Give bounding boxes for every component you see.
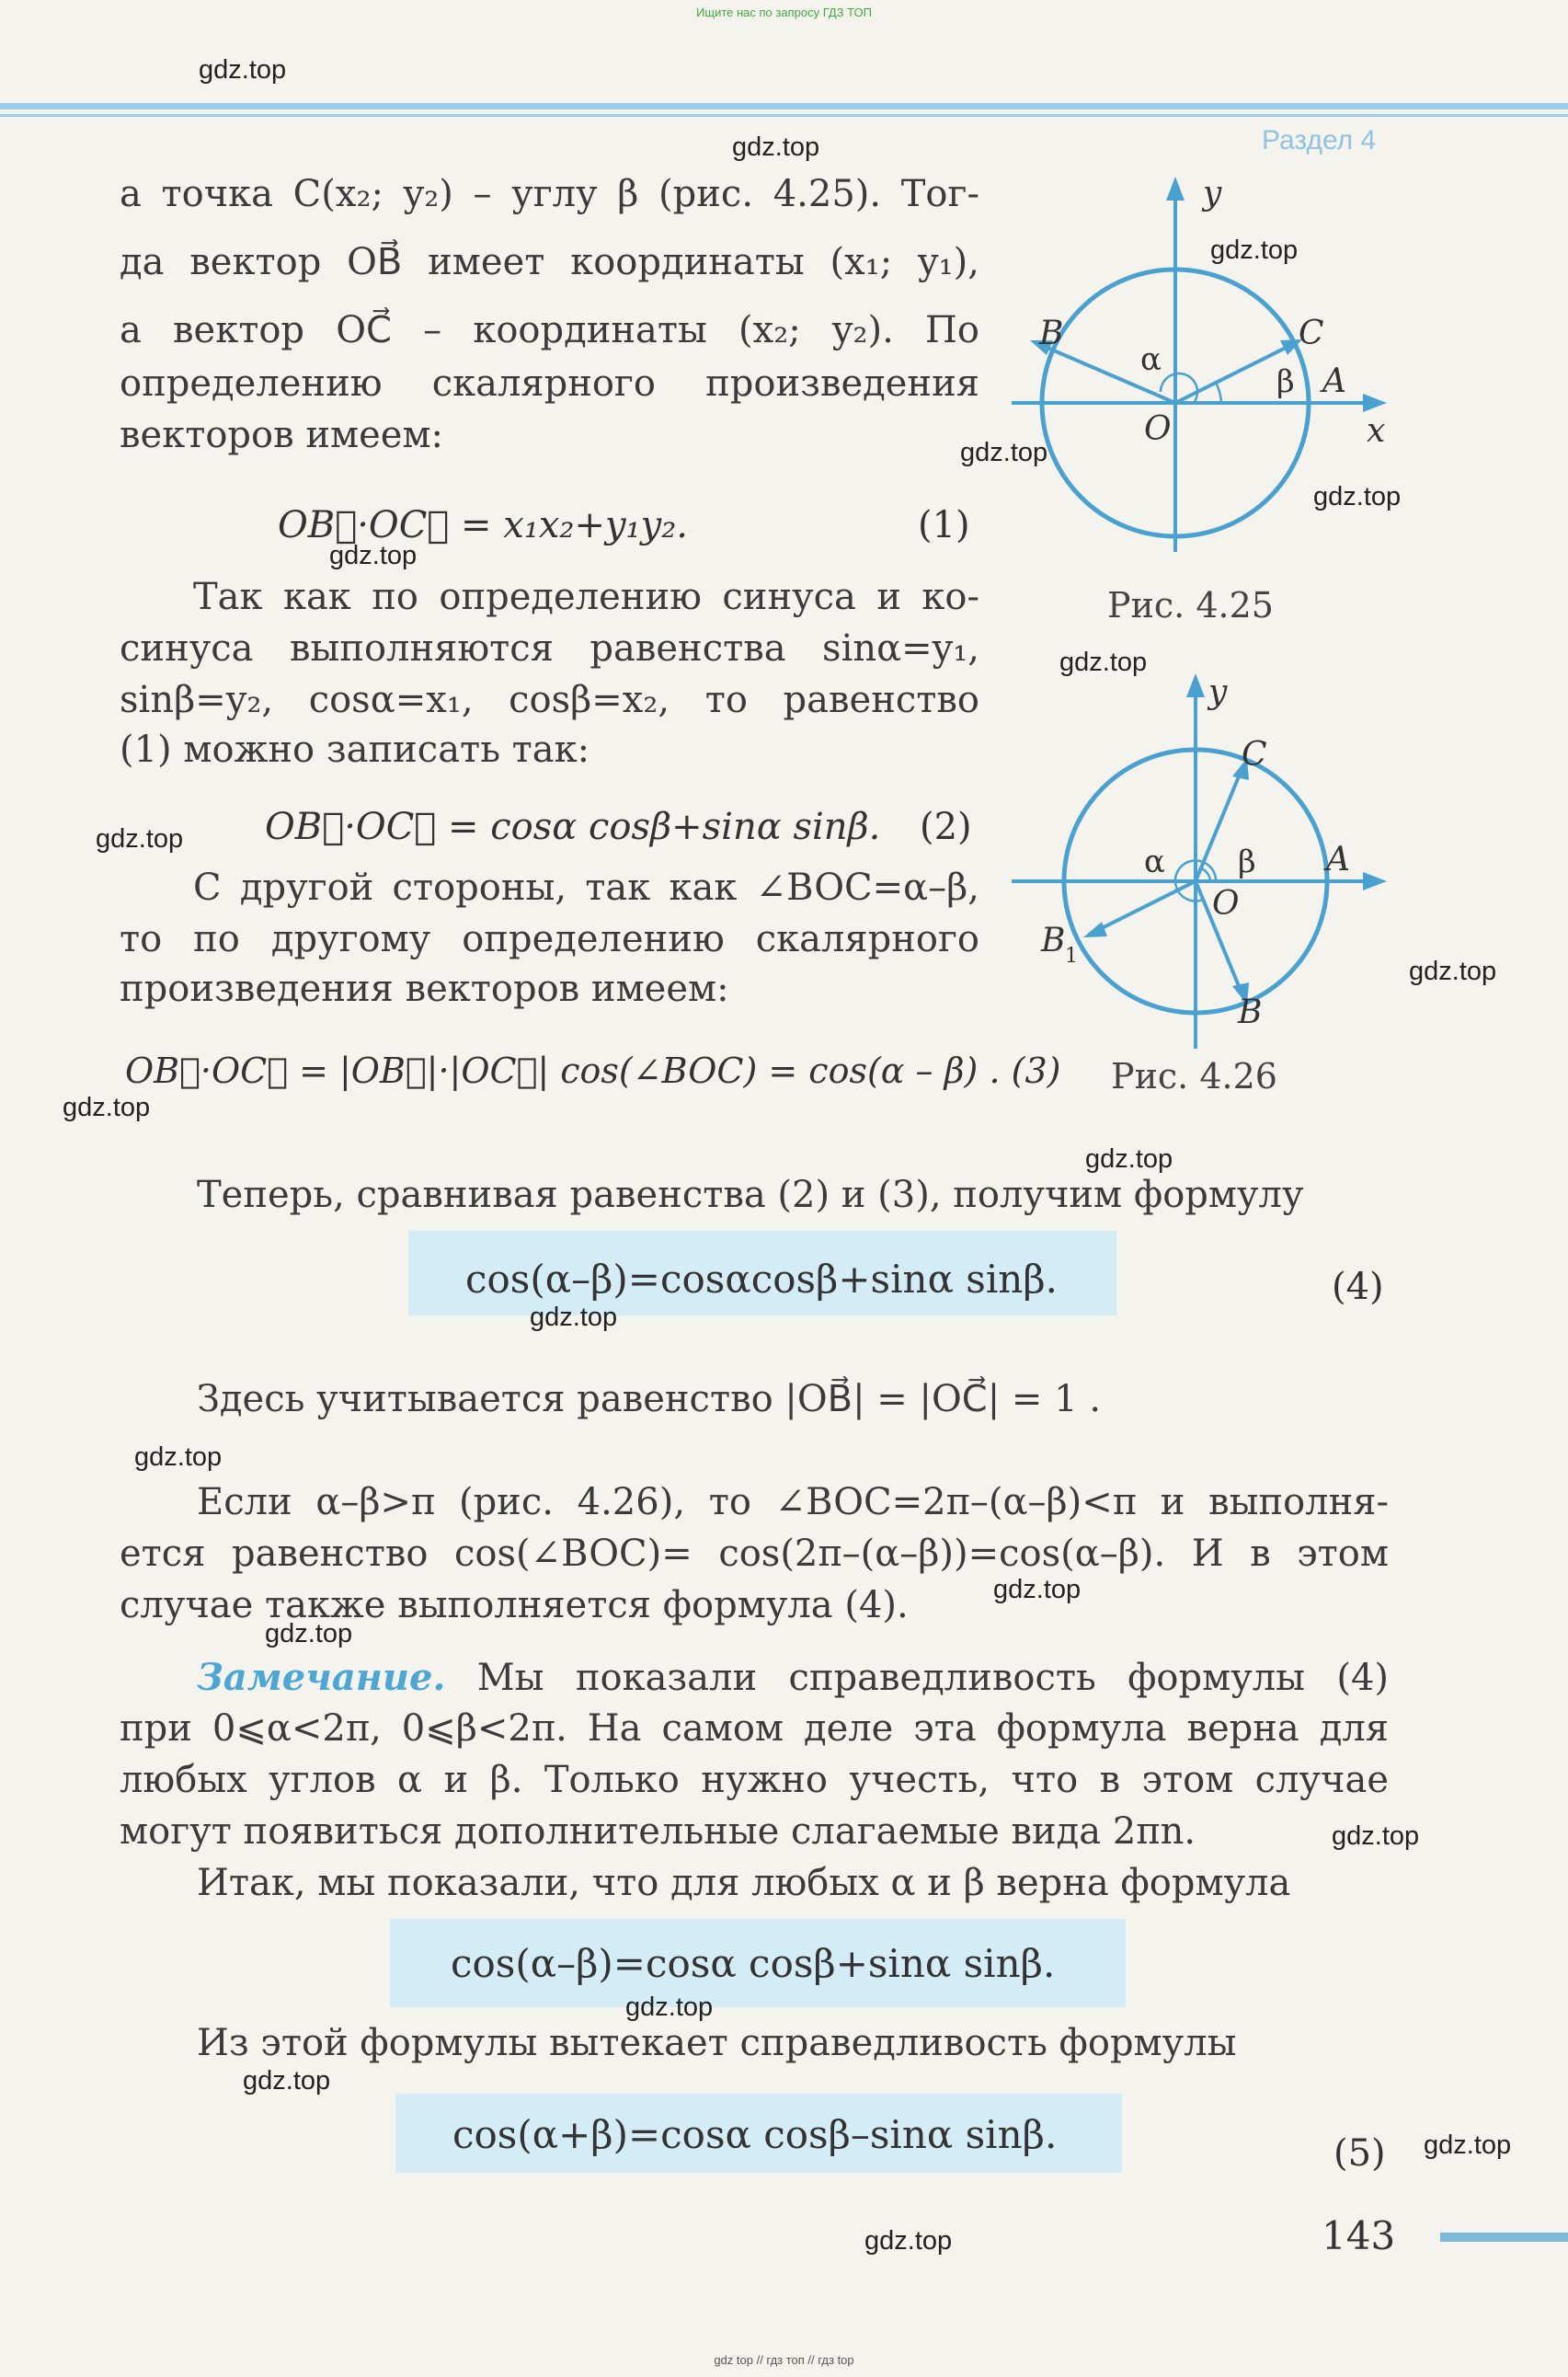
watermark: gdz.top [96,824,184,854]
text-line-6: Так как по определению синуса и ко- [193,576,979,618]
fig1-label-beta: β [1276,363,1295,400]
watermark: gdz.top [625,1992,714,2022]
text-line-22: Итак, мы показали, что для любых α и β верна формула [197,1862,1291,1904]
text-line-16: ется равенство cos(∠BOC)= cos(2π–(α–β))=cos(α–β). И в этом [120,1533,1389,1575]
page-number-bar [1440,2233,1568,2242]
watermark: gdz.top [864,2226,953,2256]
text-line-23: Из этой формулы вытекает справедливость формулы [197,2022,1237,2064]
text-line-3: а вектор OC⃗ – координаты (x₂; y₂). По [120,309,979,351]
text-line-13: Теперь, сравнивая равенства (2) и (3), получим формулу [197,1174,1304,1216]
equation-3: OB⃗·OC⃗ = |OB⃗|·|OC⃗| cos(∠BOC) = cos(α – β) . (3) [125,1051,1061,1091]
text-line-5: векторов имеем: [120,414,444,456]
text-line-4: определению скалярного произведения [120,362,979,405]
formula-5: cos(α+β)=cosα cosβ–sinα sinβ. [452,2112,1058,2157]
watermark: gdz.top [134,1442,223,1472]
y-axis-2-arrow [1186,673,1205,697]
watermark: gdz.top [993,1575,1082,1604]
text-line-10: С другой стороны, так как ∠BOC=α–β, [193,867,979,909]
fig1-label-O: O [1144,410,1172,448]
remark-label: Замечание. [197,1656,446,1699]
figure-4-26 [1002,662,1407,1049]
fig2-label-A: A [1326,841,1350,878]
text-line-11: то по другому определению скалярного [120,918,979,960]
bottom-note: gdz top // гдз топ // гдз top [714,2353,854,2367]
watermark: gdz.top [1210,235,1299,265]
text-line-12: произведения векторов имеем: [120,968,729,1010]
formula-4-number: (4) [1332,1266,1384,1308]
watermark: gdz.top [1313,482,1402,511]
watermark: gdz.top [732,132,820,162]
equation-2: OB⃗·OC⃗ = cosα cosβ+sinα sinβ. [265,806,881,848]
fig1-label-A: A [1322,362,1346,400]
watermark: gdz.top [199,55,287,85]
watermark: gdz.top [63,1093,151,1122]
text-line-17: случае также выполняется формула (4). [120,1584,909,1626]
section-label: Раздел 4 [1262,125,1377,155]
text-line-8: sinβ=y₂, cosα=x₁, cosβ=x₂, то равенство [120,679,979,721]
fig1-label-alpha: α [1140,341,1162,378]
fig2-label-beta: β [1238,844,1256,880]
text-line-19: при 0⩽α<2π, 0⩽β<2π. На самом деле эта формула верна для [120,1707,1389,1750]
vector-OB1 [1089,881,1196,935]
watermark: gdz.top [265,1619,353,1648]
watermark: gdz.top [243,2066,331,2096]
text-line-18-rest: Мы показали справедливость формулы (4) [445,1657,1389,1699]
formula-4: cos(α–β)=cosαcosβ+sinα sinβ. [465,1257,1058,1302]
fig2-label-O: O [1212,885,1240,923]
vector-OB1-arrow [1083,922,1107,937]
figure-4-26-caption: Рис. 4.26 [1111,1056,1277,1097]
text-line-15: Если α–β>π (рис. 4.26), то ∠BOC=2π–(α–β)<π и выполня- [197,1481,1389,1523]
fig2-label-B1-subscript: 1 [1065,945,1078,968]
fig1-label-B: B [1039,315,1064,352]
x-axis-arrow [1363,394,1387,412]
text-line-21: могут появиться дополнительные слагаемые вида 2πn. [120,1810,1196,1853]
fig1-label-y: y [1203,175,1222,212]
fig2-label-B1: B [1041,922,1066,959]
beta-arc-2 [1201,868,1210,881]
fig1-label-x: x [1367,412,1386,450]
header-rule [0,103,1568,109]
beta-arc [1216,383,1221,403]
y-axis-arrow [1166,177,1185,201]
top-note: Ищите нас по запросу ГДЗ ТОП [696,6,872,19]
watermark: gdz.top [530,1303,618,1332]
text-line-14: Здесь учитывается равенство |OB⃗| = |OC⃗| = 1 . [197,1378,1102,1420]
fig2-label-C: C [1242,736,1267,774]
watermark: gdz.top [1332,1821,1420,1851]
text-line-7: синуса выполняются равенства sinα=y₁, [120,627,979,670]
text-line-2: да вектор OB⃗ имеет координаты (x₁; y₁), [120,241,979,283]
figure-4-25-caption: Рис. 4.25 [1107,585,1274,626]
page-number: 143 [1322,2213,1396,2258]
equation-1-number: (1) [918,504,970,546]
fig2-label-alpha: α [1144,844,1165,880]
fig2-label-B: B [1238,993,1263,1031]
text-line-9: (1) можно записать так: [120,729,590,771]
watermark: gdz.top [1085,1144,1173,1174]
watermark: gdz.top [1409,957,1497,986]
text-line-18 [197,1656,1389,1699]
watermark: gdz.top [1424,2130,1512,2160]
equation-2-number: (2) [920,806,972,848]
watermark: gdz.top [960,438,1048,467]
text-line-20: любых углов α и β. Только нужно учесть, что в этом случае [120,1759,1389,1801]
equation-1: OB⃗·OC⃗ = x₁x₂+y₁y₂. [278,504,688,546]
x-axis-2-arrow [1363,872,1387,890]
formula-5-number: (5) [1333,2132,1386,2175]
fig1-label-C: C [1299,315,1324,352]
formula-main: cos(α–β)=cosα cosβ+sinα sinβ. [451,1941,1056,1986]
vector-OC-2 [1196,765,1243,881]
header-rule-thin [0,114,1568,117]
watermark: gdz.top [1059,648,1148,677]
fig2-label-y: y [1208,673,1228,711]
text-line-1: а точка C(x₂; y₂) – углу β (рис. 4.25). Тог- [120,173,979,215]
watermark: gdz.top [329,541,418,570]
